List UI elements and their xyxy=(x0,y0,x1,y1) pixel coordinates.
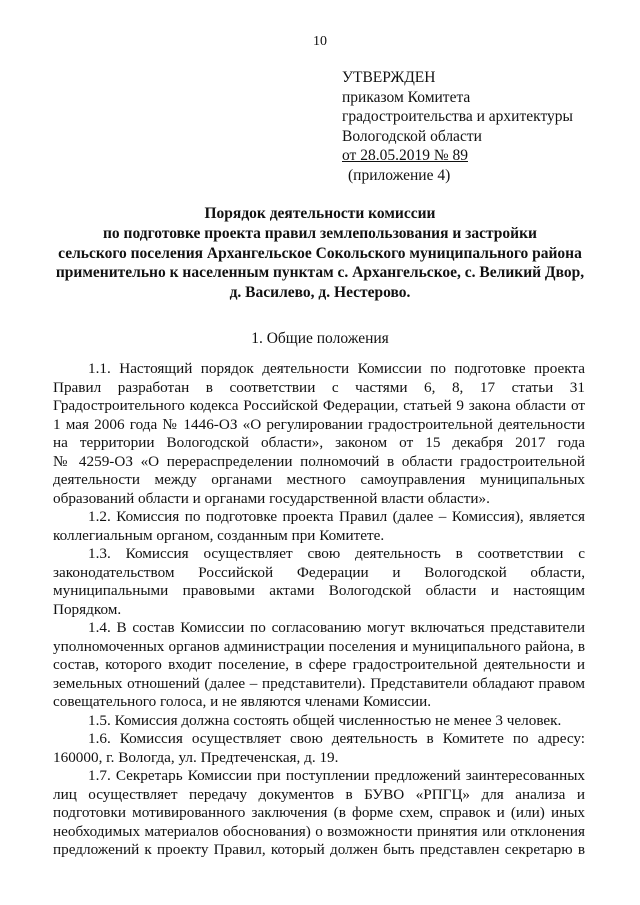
section-heading: 1. Общие положения xyxy=(251,330,389,347)
paragraph-line: Правил разработан в соответствии с частями 6, 8, 17 статьи 31 xyxy=(53,378,585,396)
title-line: д. Василево, д. Нестерово. xyxy=(229,284,411,302)
approval-line: Вологодской области xyxy=(342,127,482,145)
page-number: 10 xyxy=(313,34,327,49)
paragraph-line: 1.1. Настоящий порядок деятельности Комиссии по подготовке проекта xyxy=(88,360,585,377)
paragraph-line: 1.2. Комиссия по подготовке проекта Правил (далее – Комиссия), является xyxy=(88,508,585,525)
paragraph-line: состав, которого входит поселение, в сфере градостроительной деятельности и xyxy=(53,656,585,673)
paragraph-line: предложений к проекту Правил, который должен быть представлен секретарю в xyxy=(53,841,585,858)
paragraph-line: 160000, г. Вологда, ул. Предтеченская, д. 19. xyxy=(53,748,339,766)
paragraph-line: 1.4. В состав Комиссии по согласованию могут включаться представители xyxy=(88,619,585,636)
paragraph-1-4 xyxy=(53,619,585,712)
title-line: по подготовке проекта правил землепользования и застройки xyxy=(103,224,537,242)
paragraph-line: Порядком. xyxy=(53,600,122,618)
paragraph-line: земельных отношений (далее – представители). Представители обладают правом xyxy=(53,674,585,692)
paragraph-1-5 xyxy=(53,712,585,731)
paragraph-1-3 xyxy=(53,545,585,619)
approval-date-number: от 28.05.2019 № 89 xyxy=(342,147,468,164)
paragraph-line: уполномоченных органов администрации поселения и муниципального района, в xyxy=(53,637,585,655)
paragraph-line: 1.5. Комиссия должна состоять общей численностью не менее 3 человек. xyxy=(88,711,562,729)
paragraph-1-1 xyxy=(53,360,585,508)
paragraph-line: № 4259-ОЗ «О перераспределении полномочий в области градостроительной xyxy=(53,452,585,470)
paragraph-line: необходимых материалов обоснования) о возможности принятия или отклонения xyxy=(53,822,585,840)
paragraph-1-2 xyxy=(53,508,585,545)
paragraph-1-6 xyxy=(53,730,585,767)
approval-line: УТВЕРЖДЕН xyxy=(342,69,436,86)
paragraph-line: Градостроительного кодекса Российской Федерации, статьей 9 закона области от xyxy=(53,397,585,414)
paragraph-line: 1.7. Секретарь Комиссии при поступлении предложений заинтересованных xyxy=(88,767,585,784)
title-line: применительно к населенным пунктам с. Архангельское, с. Великий Двор, xyxy=(55,264,585,282)
paragraph-line: образований области и органами государственной власти области». xyxy=(53,489,490,507)
paragraph-line: лиц осуществляет передачу документов в БУВО «РПГЦ» для анализа и xyxy=(53,785,585,803)
approval-stamp xyxy=(342,68,573,185)
paragraph-line: 1.6. Комиссия осуществляет свою деятельность в Комитете по адресу: xyxy=(88,730,585,747)
paragraph-line: совещательного голоса, и не являются членами Комиссии. xyxy=(53,693,432,710)
approval-line: приказом Комитета xyxy=(342,88,471,106)
paragraph-line: законодательством Российской Федерации и Вологодской области, xyxy=(53,563,585,581)
paragraph-line: деятельности между органами местного самоуправления муниципальных xyxy=(53,471,585,488)
paragraph-line: муниципальными правовыми актами Вологодской области и настоящим xyxy=(53,582,585,599)
paragraph-line: подготовки мотивированного заключения (в форме схем, справок и (или) иных xyxy=(53,804,585,821)
paragraph-line: коллегиальным органом, созданным при Комитете. xyxy=(53,526,385,544)
title-line: сельского поселения Архангельское Сокольского муниципального района xyxy=(58,244,582,262)
paragraph-line: 1.3. Комиссия осуществляет свою деятельность в соответствии с xyxy=(88,545,585,562)
paragraph-1-7 xyxy=(53,767,585,860)
paragraph-line: 1 мая 2006 года № 1446-ОЗ «О регулировании градостроительной деятельности xyxy=(53,415,585,433)
title-line: Порядок деятельности комиссии xyxy=(204,205,436,222)
paragraph-line: на территории Вологодской области», законом от 15 декабря 2017 года xyxy=(53,434,585,451)
approval-line: градостроительства и архитектуры xyxy=(342,108,573,125)
body-text xyxy=(53,360,585,860)
approval-appendix: (приложение 4) xyxy=(348,166,451,184)
document-title xyxy=(40,204,600,303)
